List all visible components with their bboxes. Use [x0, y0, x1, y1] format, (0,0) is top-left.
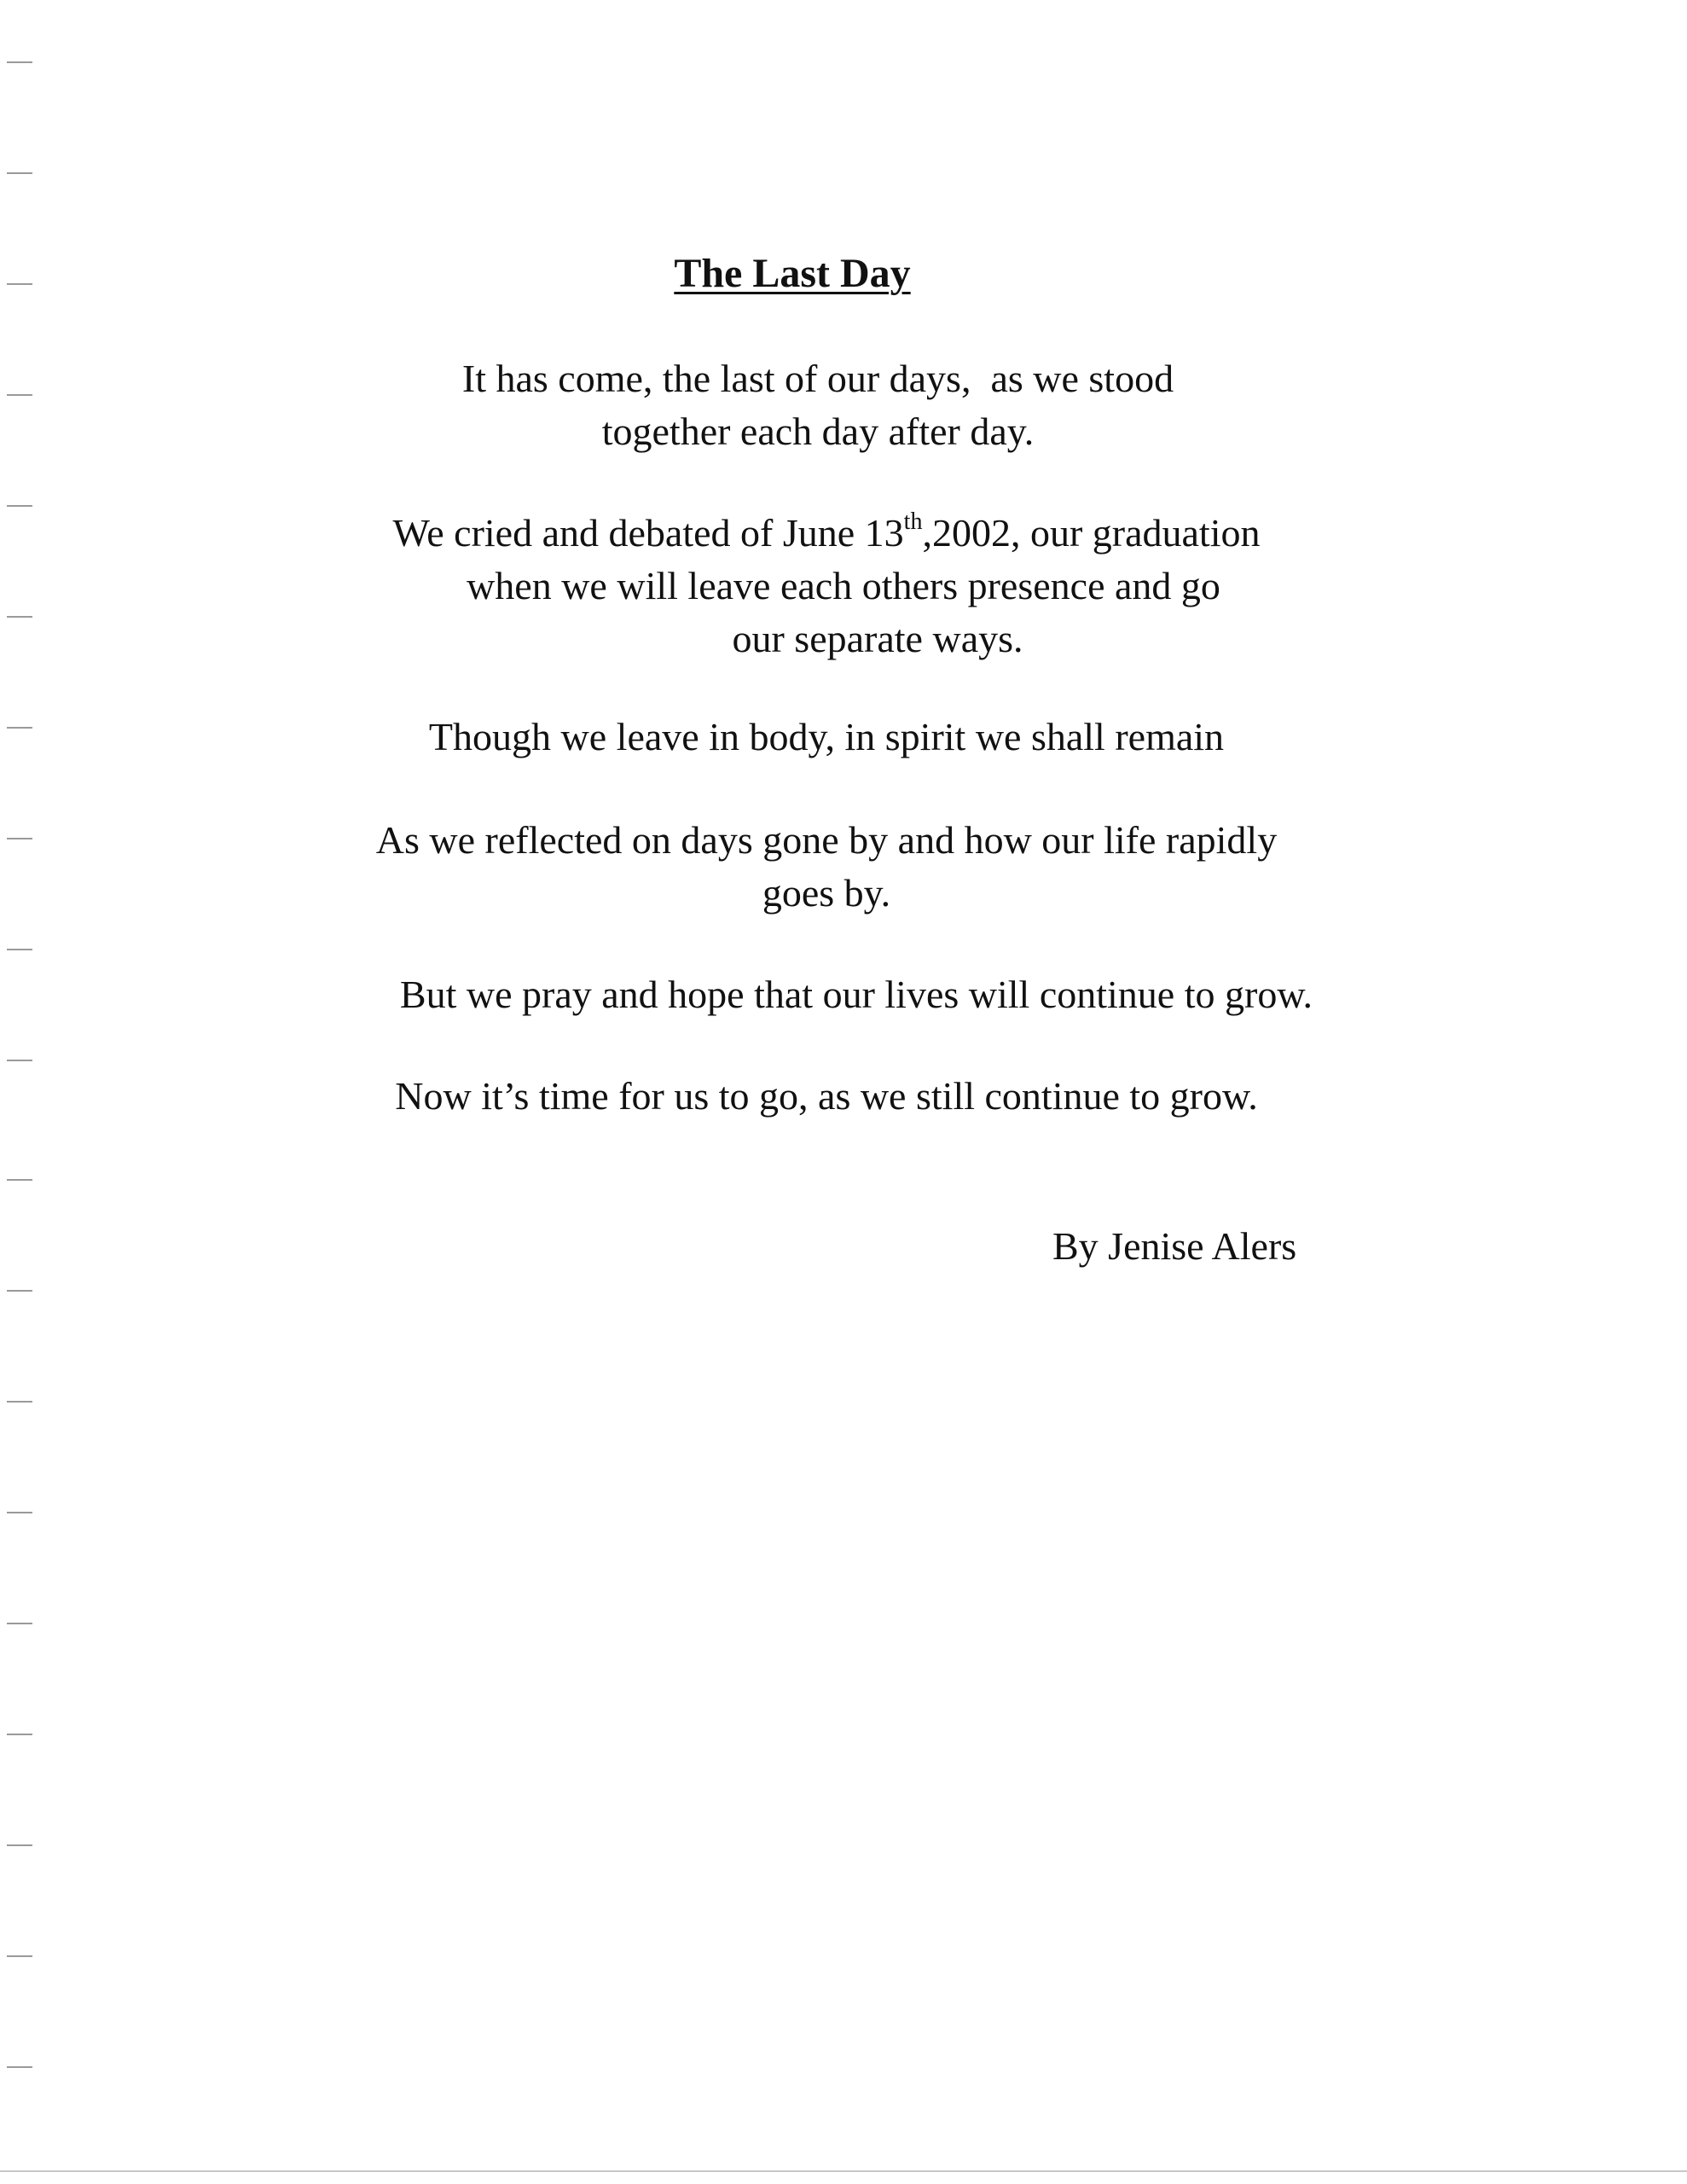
margin-mark	[7, 949, 32, 950]
margin-mark	[7, 172, 32, 174]
margin-mark	[7, 1844, 32, 1846]
poem-line: It has come, the last of our days, as we stood	[461, 357, 1174, 400]
ordinal-suffix: th	[903, 508, 923, 535]
margin-mark	[7, 1623, 32, 1624]
stanza	[0, 352, 1687, 458]
page-bottom-edge	[0, 2170, 1687, 2172]
poem-line: together each day after day.	[601, 410, 1035, 453]
margin-mark	[7, 61, 32, 63]
margin-mark	[7, 1290, 32, 1292]
poem-line: Now it’s time for us to go, as we still continue to grow.	[395, 1074, 1258, 1118]
margin-mark	[7, 1512, 32, 1513]
margin-mark	[7, 2066, 32, 2068]
margin-mark	[7, 1179, 32, 1181]
margin-mark	[7, 1401, 32, 1403]
poem-line: when we will leave each others presence and go	[467, 564, 1220, 607]
poem-line: goes by.	[762, 871, 891, 915]
poem-line-text: We cried and debated of June 13	[392, 511, 904, 555]
stanza	[0, 1070, 1687, 1123]
poem-line: our separate ways.	[732, 617, 1023, 660]
poem-line: Though we leave in body, in spirit we shall remain	[428, 715, 1225, 758]
poem-line	[0, 507, 1653, 560]
stanza	[0, 507, 1687, 665]
poem-line: As we reflected on days gone by and how our life rapidly	[375, 818, 1278, 862]
margin-mark	[7, 1060, 32, 1061]
stanza	[0, 814, 1687, 920]
margin-mark	[7, 1734, 32, 1735]
poem-title: The Last Day	[674, 251, 911, 296]
author-byline: By Jenise Alers	[1052, 1224, 1297, 1268]
stanza	[0, 968, 1687, 1021]
poem-line-text: ,2002, our graduation	[922, 511, 1261, 555]
poem-line: But we pray and hope that our lives will continue to grow.	[399, 973, 1313, 1016]
margin-mark	[7, 1955, 32, 1957]
stanza	[0, 711, 1687, 764]
